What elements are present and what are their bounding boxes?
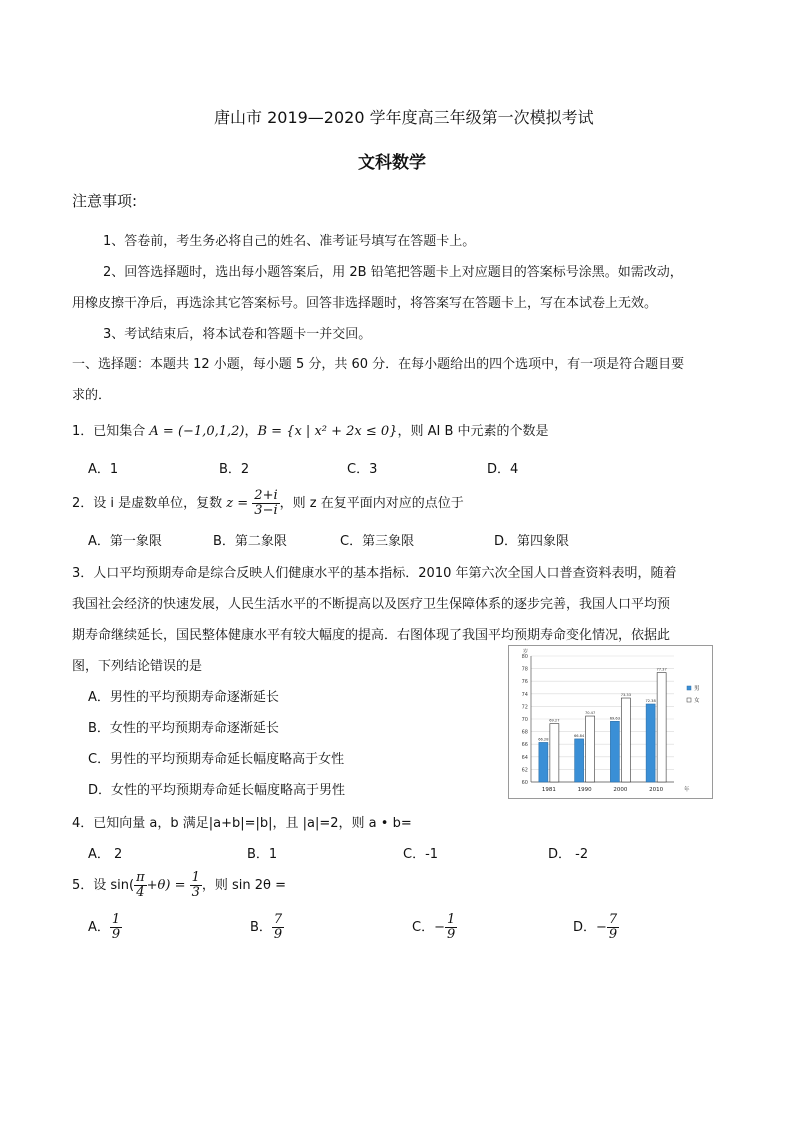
- life-expectancy-chart: [508, 645, 713, 799]
- notice-heading: 注意事项:: [72, 192, 138, 210]
- exam-title: 唐山市 2019—2020 学年度高三年级第一次模拟考试: [214, 108, 594, 127]
- legend-swatch: [687, 698, 691, 702]
- q5-option-a-fraction: [110, 913, 122, 941]
- q3-line-4: 图，下列结论错误的是: [72, 659, 203, 674]
- q5-option-a-label: A．: [88, 920, 110, 935]
- q4-option-a: A． 2: [88, 847, 123, 862]
- x-tick-label: 1990: [577, 787, 592, 793]
- q5-option-a-den: 9: [111, 927, 121, 942]
- legend-swatch: [687, 686, 691, 690]
- q5-option-c-num: 1: [446, 912, 456, 928]
- q3-option-a: A．男性的平均预期寿命逐渐延长: [88, 690, 279, 705]
- q1-set-a: A = (−1,0,1,2): [149, 424, 245, 439]
- bar: [646, 704, 655, 782]
- question-5: [72, 866, 286, 906]
- q5-option-d-den: 9: [608, 927, 618, 942]
- bar-value-label: 73.33: [620, 693, 632, 698]
- legend-label: 男: [694, 686, 700, 692]
- q5-option-c-label: C．: [412, 920, 435, 935]
- bar: [610, 721, 619, 782]
- q2-prefix: 2．设 i 是虚数单位，复数: [72, 496, 227, 511]
- q5-option-d-num: 7: [608, 912, 618, 928]
- bar-value-label: 70.47: [584, 711, 596, 716]
- q5-three: 3: [191, 885, 200, 900]
- q1-option-c: C．3: [347, 462, 378, 477]
- y-axis-label: 岁: [523, 649, 529, 655]
- notice-item-1: 1、答卷前，考生务必将自己的姓名、准考证号填写在答题卡上。: [103, 234, 476, 249]
- chart-svg: [509, 646, 712, 798]
- q5-option-d: [573, 908, 619, 948]
- y-tick-label: 72: [521, 704, 528, 711]
- x-tick-label: 1981: [541, 787, 556, 793]
- q2-option-a: A．第一象限: [88, 534, 162, 549]
- y-tick-label: 74: [521, 691, 528, 698]
- q5-four: 4: [136, 885, 145, 900]
- q5-one-third: [190, 871, 202, 899]
- q3-option-c: C．男性的平均预期寿命延长幅度略高于女性: [88, 752, 345, 767]
- bar-value-label: 69.63: [609, 716, 621, 721]
- q3-line-3: 期寿命继续延长，国民整体健康水平有较大幅度的提高．右图体现了我国平均预期寿命变化情况，依据此: [72, 628, 671, 643]
- bar: [657, 673, 666, 782]
- bar: [586, 716, 595, 782]
- y-tick-label: 70: [521, 717, 528, 723]
- q5-option-d-sign: −: [596, 920, 607, 935]
- x-tick-label: 2000: [613, 787, 628, 793]
- legend-label: 女: [694, 698, 700, 704]
- q3-line-1: 3．人口平均预期寿命是综合反映人们健康水平的基本指标．2010 年第六次全国人口普查资料表明，随着: [72, 566, 677, 581]
- q3-option-d: D．女性的平均预期寿命延长幅度略高于男性: [88, 783, 346, 798]
- q2-z-eq: z =: [226, 496, 249, 511]
- q5-option-b-den: 9: [273, 927, 283, 942]
- q5-suffix: ，则 sin 2θ =: [201, 878, 287, 893]
- bar-value-label: 69.27: [549, 718, 560, 723]
- q5-prefix: 5．设 sin(: [72, 878, 135, 893]
- q4-option-b: B．1: [247, 847, 278, 862]
- q3-line-2: 我国社会经济的快速发展，人民生活水平的不断提高以及医疗卫生保障体系的逐步完善，我国人口平均预: [72, 597, 671, 612]
- y-tick-label: 62: [521, 767, 528, 774]
- x-tick-label: 2010: [649, 787, 664, 793]
- q5-mid: +θ) =: [146, 878, 190, 893]
- notice-item-3: 3、考试结束后，将本试卷和答题卡一并交回。: [103, 327, 372, 342]
- q2-option-c: C．第三象限: [340, 534, 415, 549]
- q5-pi: π: [136, 870, 145, 886]
- q5-option-d-label: D．: [573, 920, 597, 935]
- q1-option-b: B．2: [219, 462, 250, 477]
- q5-option-c-fraction: [445, 913, 457, 941]
- q1-comma: ，: [244, 424, 258, 439]
- q2-option-b: B．第二象限: [213, 534, 287, 549]
- q2-numerator: 2+i: [254, 488, 278, 504]
- notice-item-2-line-2: 用橡皮擦干净后，再选涂其它答案标号。回答非选择题时，将答案写在答题卡上，写在本试卷上无效。: [72, 296, 658, 311]
- question-4: 4．已知向量 a，b 满足|a+b|=|b|，且 |a|=2，则 a • b=: [72, 816, 412, 831]
- q5-option-b-num: 7: [273, 912, 283, 928]
- question-2: [72, 484, 464, 524]
- section-heading-line-2: 求的．: [72, 388, 112, 403]
- q5-option-c-sign: −: [434, 920, 445, 935]
- q4-option-c: C．-1: [403, 847, 439, 862]
- q5-option-a: [88, 908, 122, 948]
- q5-option-b-label: B．: [250, 920, 272, 935]
- q1-suffix: ，则 AI B 中元素的个数是: [397, 424, 549, 439]
- bar-value-label: 66.28: [538, 737, 549, 742]
- question-1: [72, 420, 549, 439]
- q1-prefix: 1．已知集合: [72, 424, 150, 439]
- q5-option-c: [412, 908, 457, 948]
- bar: [550, 724, 559, 782]
- y-tick-label: 68: [521, 729, 528, 736]
- q1-set-b: B = {x | x² + 2x ≤ 0}: [257, 424, 398, 439]
- q2-denominator: 3−i: [254, 503, 278, 518]
- q5-option-a-num: 1: [111, 912, 121, 928]
- q5-option-c-den: 9: [446, 927, 456, 942]
- q5-option-d-fraction: [607, 913, 619, 941]
- y-tick-label: 80: [521, 654, 528, 660]
- bar-value-label: 66.84: [573, 733, 585, 738]
- bar-value-label: 77.37: [656, 667, 667, 672]
- q5-one: 1: [191, 870, 200, 886]
- y-tick-label: 78: [521, 666, 528, 673]
- y-tick-label: 64: [521, 754, 528, 761]
- q5-option-b: [250, 908, 284, 948]
- bar: [539, 742, 548, 782]
- q1-option-d: D．4: [487, 462, 519, 477]
- q4-option-d: D． -2: [548, 847, 589, 862]
- q5-pi-over-4: [134, 871, 147, 899]
- bar: [575, 739, 584, 782]
- q5-option-b-fraction: [272, 913, 284, 941]
- bar-value-label: 72.38: [645, 699, 656, 704]
- q2-option-d: D．第四象限: [494, 534, 570, 549]
- section-heading-line-1: 一、选择题：本题共 12 小题，每小题 5 分，共 60 分．在每小题给出的四个选项中，有一项是符合题目要: [72, 357, 685, 372]
- y-tick-label: 60: [521, 780, 528, 786]
- q2-fraction: [252, 489, 279, 517]
- notice-item-2-line-1: 2、回答选择题时，选出每小题答案后，用 2B 铅笔把答题卡上对应题目的答案标号涂黑。如需改动，: [103, 265, 683, 280]
- q3-option-b: B．女性的平均预期寿命逐渐延长: [88, 721, 279, 736]
- q1-option-a: A．1: [88, 462, 119, 477]
- q2-suffix: ，则 z 在复平面内对应的点位于: [279, 496, 464, 511]
- x-axis-label: 年: [684, 787, 690, 793]
- bar: [621, 698, 630, 782]
- exam-subject: 文科数学: [358, 153, 426, 173]
- y-tick-label: 66: [521, 742, 528, 749]
- y-tick-label: 76: [521, 679, 528, 686]
